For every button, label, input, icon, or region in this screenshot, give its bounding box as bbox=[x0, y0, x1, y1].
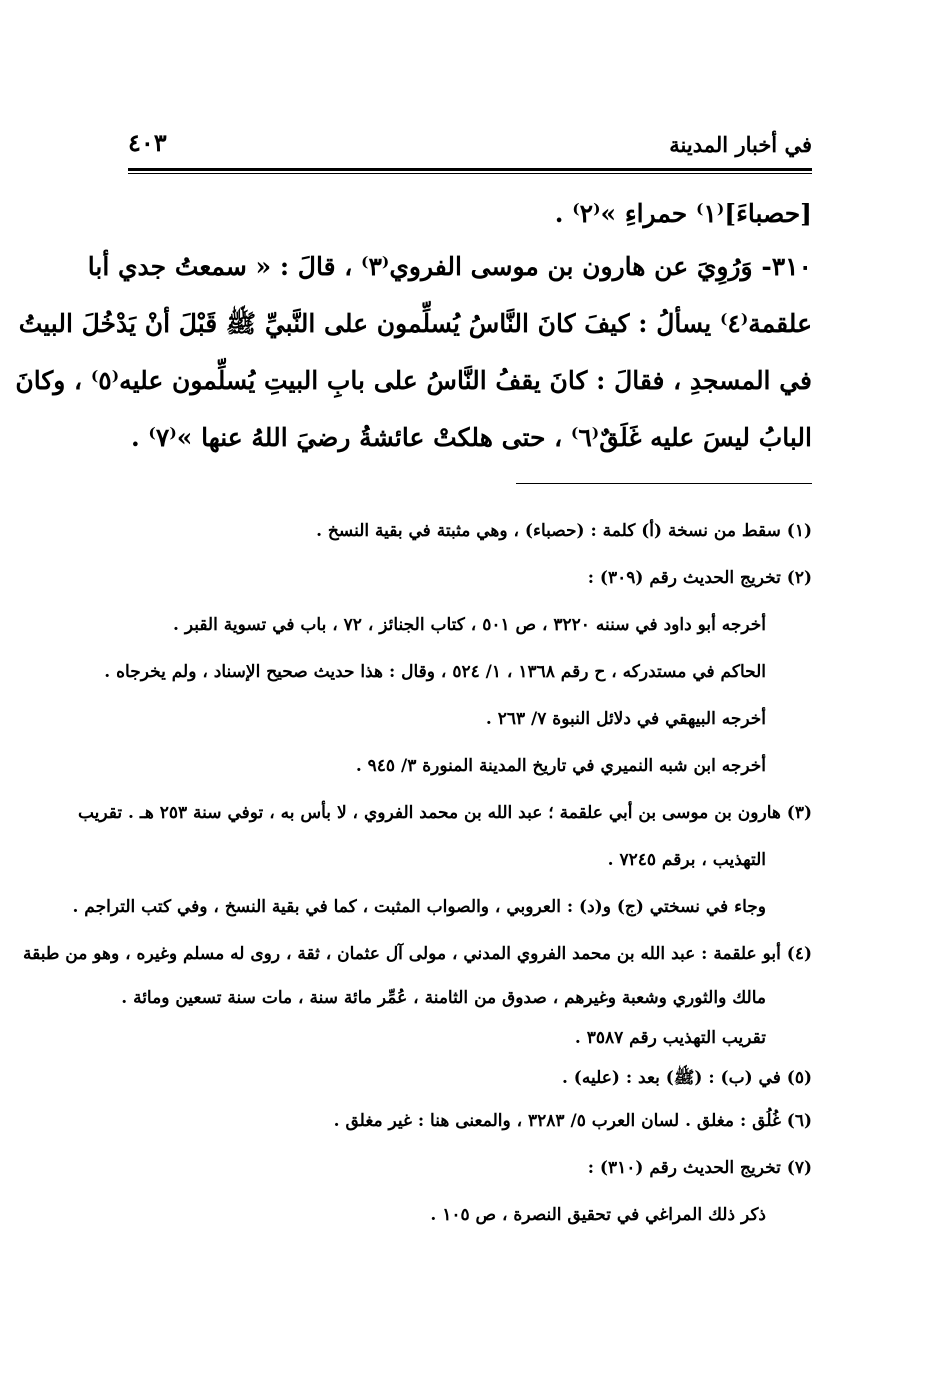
main-text-line: ٣١٠- وَرُوِيَ عن هارون بن موسى الفروي⁽٣⁾ ، قالَ : « سمعتُ جدي أبا bbox=[87, 252, 812, 281]
footnote-line: (٦) غُلُق : مغلق . لسان العرب ٥/ ٣٢٨٣ ، والمعنى هنا : غير مغلق . bbox=[333, 1111, 812, 1131]
main-text bbox=[15, 190, 812, 466]
footnote-line: (٧) تخريج الحديث رقم (٣١٠) : bbox=[587, 1158, 812, 1178]
header-rule bbox=[128, 168, 812, 171]
footnote-line: (٢) تخريج الحديث رقم (٣٠٩) : bbox=[587, 568, 812, 588]
main-text-line: في المسجدِ ، فقالَ : كانَ يقفُ النَّاسُ على بابِ البيتِ يُسلِّمون عليه⁽٥⁾ ، وكانَ bbox=[15, 366, 812, 395]
footnote-line: مالك والثوري وشعبة وغيرهم ، صدوق من الثامنة ، عُمِّر مائة سنة ، مات سنة تسعين ومائة . bbox=[121, 988, 766, 1008]
footnotes bbox=[23, 508, 812, 1239]
footnote-line: وجاء في نسختي (ج) و(د) : العروبي ، والصواب المثبت ، كما في بقية النسخ ، وفي كتب التراجم . bbox=[72, 897, 766, 917]
footnote-line: (٥) في (ب) : (ﷺ) بعد : (عليه) . bbox=[561, 1068, 812, 1088]
running-header bbox=[128, 124, 812, 168]
footnote-line: الحاكم في مستدركه ، ح رقم ١٣٦٨ ، ١/ ٥٢٤ ، وقال : هذا حديث صحيح الإسناد ، ولم يخرجاه . bbox=[104, 662, 766, 682]
footnote-line: أخرجه أبو داود في سننه ٣٢٢٠ ، ص ٥٠١ ، كتاب الجنائز ، ٧٢ ، باب في تسوية القبر . bbox=[172, 615, 766, 635]
footnote-line: ذكر ذلك المراغي في تحقيق النصرة ، ص ١٠٥ . bbox=[430, 1205, 766, 1225]
main-text-line: [حصباءَ]⁽١⁾ حمراءِ »⁽٢⁾ . bbox=[554, 199, 812, 228]
page-number: ٤٠٣ bbox=[128, 128, 167, 157]
footnote-line: أخرجه البيهقي في دلائل النبوة ٧/ ٢٦٣ . bbox=[485, 709, 766, 729]
footnote-line: (٤) أبو علقمة : عبد الله بن محمد الفروي المدني ، مولى آل عثمان ، ثقة ، روى له مسلم وغيره ، وهو من طبقة bbox=[23, 944, 812, 964]
running-title: في أخبار المدينة bbox=[669, 132, 812, 157]
main-text-line: البابُ ليسَ عليه غَلَقٌ⁽٦⁾ ، حتى هلكتْ عائشةُ رضيَ اللهُ عنها »⁽٧⁾ . bbox=[131, 423, 812, 452]
header-rule-thin bbox=[128, 173, 812, 174]
footnote-line: التهذيب ، برقم ٧٢٤٥ . bbox=[607, 850, 766, 870]
footnote-line: (٣) هارون بن موسى بن أبي علقمة ؛ عبد الله بن محمد الفروي ، لا بأس به ، توفي سنة ٢٥٣ هـ . تقريب bbox=[77, 803, 812, 823]
footnote-separator bbox=[516, 483, 812, 484]
main-text-line: علقمة⁽٤⁾ يسألُ : كيفَ كانَ النَّاسُ يُسلِّمون على النَّبيِّ ﷺ قَبْلَ أنْ يَدْخُلَ البيتُ bbox=[18, 309, 812, 338]
footnote-line: (١) سقط من نسخة (أ) كلمة : (حصباء) ، وهي مثبتة في بقية النسخ . bbox=[316, 521, 812, 541]
footnote-line: تقريب التهذيب رقم ٣٥٨٧ . bbox=[574, 1028, 766, 1048]
footnote-line: أخرجه ابن شبه النميري في تاريخ المدينة المنورة ٣/ ٩٤٥ . bbox=[355, 756, 766, 776]
